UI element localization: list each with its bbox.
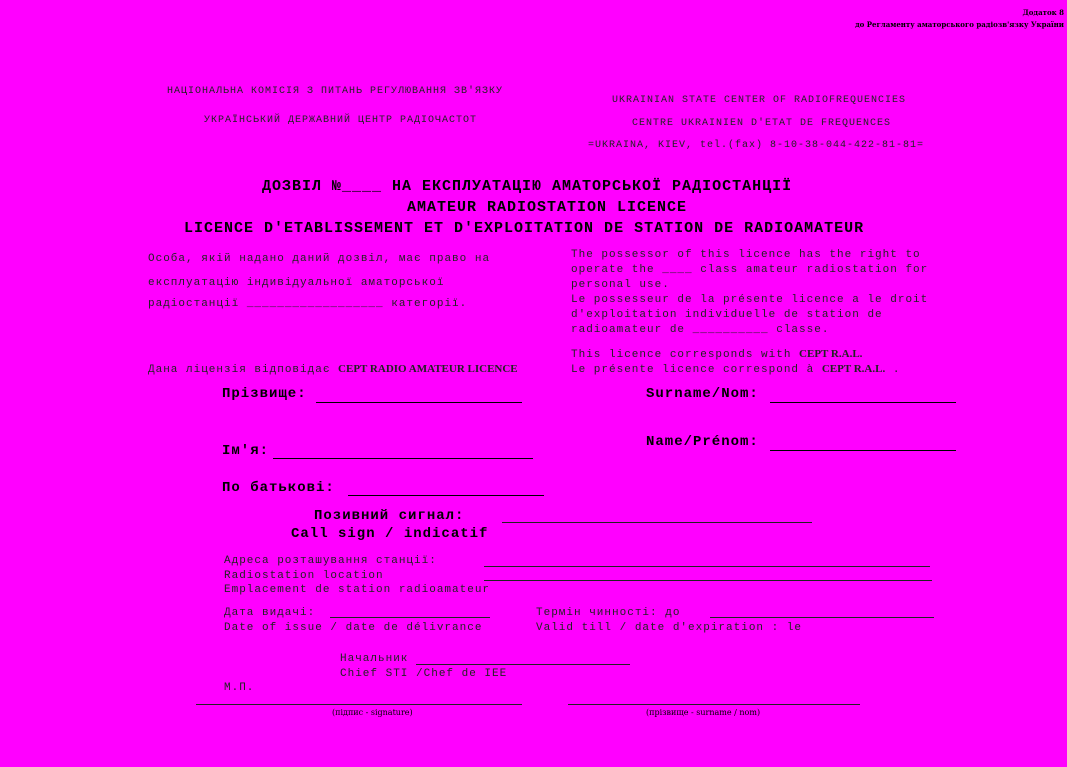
right-text-line1: The possessor of this licence has the right to	[571, 249, 921, 261]
cept-right2-bold: CEPT R.A.L.	[821, 363, 886, 375]
right-text-line5: d'exploitation individuelle de station de	[571, 309, 883, 321]
issue-date-line[interactable]	[330, 617, 490, 618]
location-line2[interactable]	[484, 580, 932, 581]
surname-signature-line[interactable]	[568, 704, 860, 705]
cept-right2-suffix: .	[892, 364, 901, 376]
signature-caption: (підпис - signature)	[332, 708, 413, 717]
cept-left	[148, 363, 518, 376]
right-text-line2: operate the ____ class amateur radiostation for	[571, 264, 929, 276]
location-ua: Адреса розташування станції:	[224, 555, 437, 567]
cept-right1-bold: CEPT R.A.L.	[799, 348, 863, 360]
chief-line[interactable]	[416, 664, 630, 665]
header-right-line1: UKRAINIAN STATE CENTER OF RADIOFREQUENCIES	[612, 95, 907, 106]
surname-signature-caption: (прізвище - surname / nom)	[646, 708, 761, 717]
issue-date-en: Date of issue / date de délivrance	[224, 622, 483, 634]
callsign-en-label: Call sign / indicatif	[291, 526, 489, 542]
chief-ua: Начальник	[340, 653, 409, 665]
cept-left-prefix: Дана ліцензія відповідає	[148, 364, 331, 376]
cept-right1-prefix: This licence corresponds with	[571, 349, 792, 361]
right-text-line4: Le possesseur de la présente licence a le droit	[571, 294, 929, 306]
callsign-ua-label: Позивний сигнал:	[314, 508, 465, 524]
location-fr: Emplacement de station radioamateur	[224, 584, 491, 596]
annex-number: Додаток 8	[1022, 8, 1064, 17]
left-text-line2: експлуатацію індивідуальної аматорської	[148, 277, 445, 289]
name-en-label: Name/Prénom:	[646, 434, 759, 450]
cept-right-line2	[571, 363, 900, 376]
name-en-line[interactable]	[770, 450, 956, 451]
left-text-line3: радіостанції __________________ категорії.	[148, 298, 468, 310]
cept-right2-prefix: Le présente licence correspond à	[571, 364, 815, 376]
name-ua-line[interactable]	[273, 458, 533, 459]
valid-till-en: Valid till / date d'expiration : le	[536, 622, 803, 634]
header-left-line2: УКРАЇНСЬКИЙ ДЕРЖАВНИЙ ЦЕНТР РАДІОЧАСТОТ	[204, 115, 478, 126]
valid-till-ua: Термін чинності: до	[536, 607, 681, 619]
location-line1[interactable]	[484, 566, 930, 567]
cept-right-line1	[571, 348, 862, 361]
left-text-line1: Особа, якій надано даний дозвіл, має право на	[148, 253, 491, 265]
name-ua-label: Ім'я:	[222, 443, 270, 459]
callsign-line[interactable]	[502, 522, 812, 523]
surname-ua-line[interactable]	[316, 402, 522, 403]
signature-line[interactable]	[196, 704, 522, 705]
cept-left-bold: CEPT RADIO AMATEUR LICENCE	[338, 363, 518, 375]
surname-ua-label: Прізвище:	[222, 386, 307, 402]
patronymic-line[interactable]	[348, 495, 544, 496]
valid-till-line[interactable]	[710, 617, 934, 618]
patronymic-label: По батькові:	[222, 480, 335, 496]
title-en: AMATEUR RADIOSTATION LICENCE	[407, 199, 688, 216]
location-en: Radiostation location	[224, 570, 384, 582]
header-right-line3: =UKRAINA, KIEV, tel.(fax) 8-10-38-044-422-81-81=	[588, 140, 925, 151]
surname-en-line[interactable]	[770, 402, 956, 403]
stamp-mark: М.П.	[224, 682, 255, 694]
title-fr: LICENCE D'ETABLISSEMENT ET D'EXPLOITATION DE STATION DE RADIOAMATEUR	[184, 220, 865, 237]
chief-en: Chief STI /Chef de IEE	[340, 668, 508, 680]
header-left-line1: НАЦІОНАЛЬНА КОМІСІЯ З ПИТАНЬ РЕГУЛЮВАННЯ ЗВ'ЯЗКУ	[167, 86, 504, 97]
header-right-line2: CENTRE UKRAINIEN D'ETAT DE FREQUENCES	[632, 118, 892, 129]
title-ua: ДОЗВІЛ №____ НА ЕКСПЛУАТАЦІЮ АМАТОРСЬКОЇ РАДІОСТАНЦІЇ	[262, 178, 793, 195]
right-text-line6: radioamateur de __________ classe.	[571, 324, 830, 336]
right-text-line3: personal use.	[571, 279, 670, 291]
issue-date-ua: Дата видачі:	[224, 607, 316, 619]
surname-en-label: Surname/Nom:	[646, 386, 759, 402]
annex-reference: до Регламенту аматорського радіозв'язку України	[855, 20, 1064, 29]
